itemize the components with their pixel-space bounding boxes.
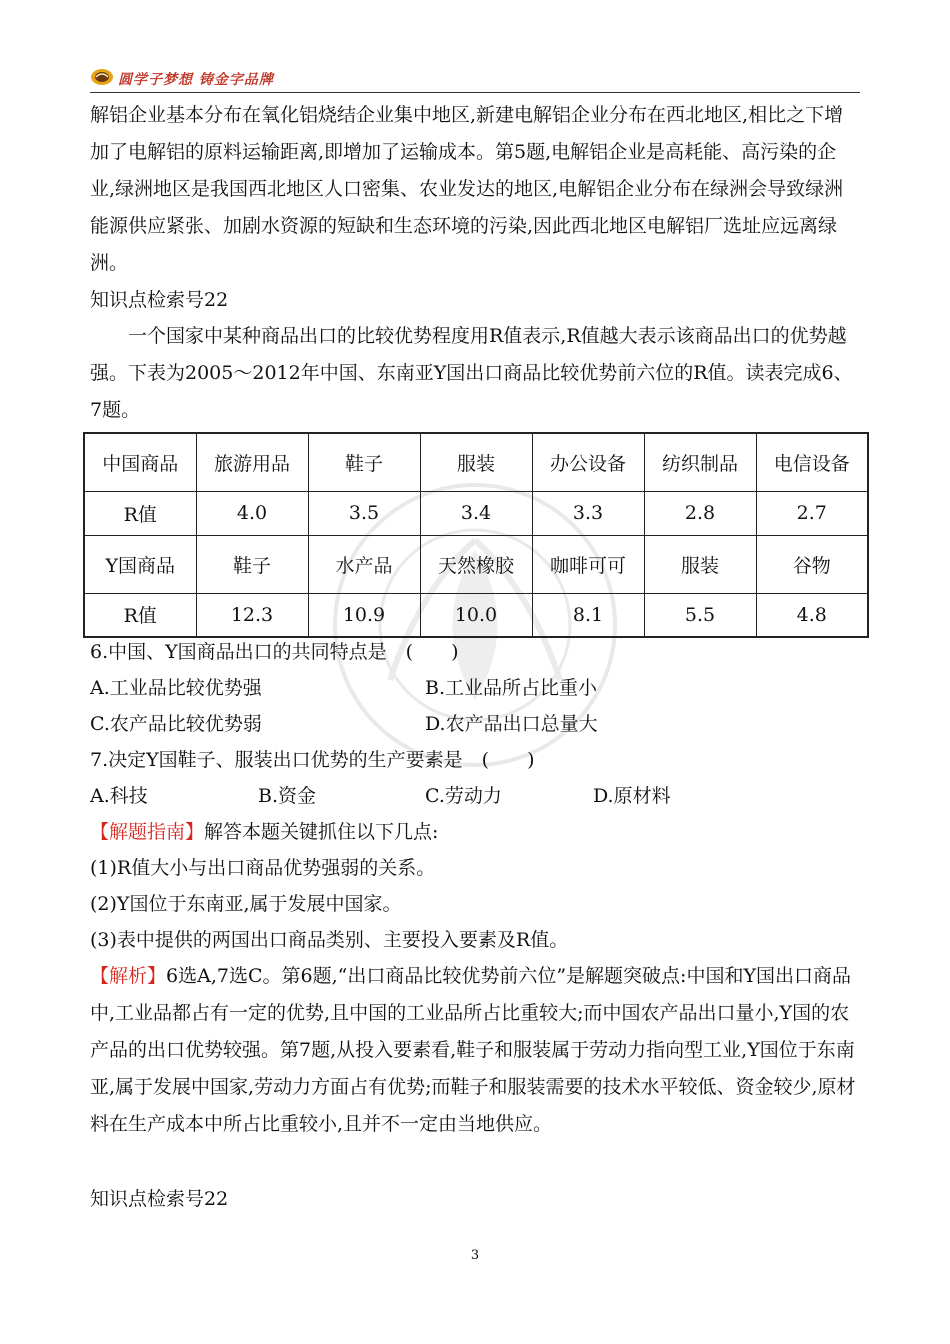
table-cell: 4.0 xyxy=(196,491,308,535)
table-cell: 10.0 xyxy=(420,593,532,637)
table-row xyxy=(84,491,868,535)
guide-point-1: (1)R值大小与出口商品优势强弱的关系。 xyxy=(90,857,436,879)
table-cell: 电信设备 xyxy=(756,433,868,491)
question-intro: 一个国家中某种商品出口的比较优势程度用R值表示,R值越大表示该商品出口的优势越强。下表为2005～2012年中国、东南亚Y国出口商品比较优势前六位的R值。读表完成6、7题。 xyxy=(90,325,853,421)
table-cell: R值 xyxy=(84,491,196,535)
table-row xyxy=(84,593,868,637)
question-7-option-d[interactable]: D.原材料 xyxy=(593,785,671,807)
page-number: 3 xyxy=(470,1248,480,1263)
solution-guide-text: 解答本题关键抓住以下几点: xyxy=(204,821,439,843)
analysis-label: 【解析】 xyxy=(90,965,167,987)
brand-logo-icon xyxy=(90,68,114,86)
knowledge-point-index: 知识点检索号22 xyxy=(90,289,229,311)
table-cell: 鞋子 xyxy=(196,535,308,593)
solution-guide-label: 【解题指南】 xyxy=(90,821,205,843)
table-cell: 旅游用品 xyxy=(196,433,308,491)
table-cell: 3.3 xyxy=(532,491,644,535)
guide-point-2: (2)Y国位于东南亚,属于发展中国家。 xyxy=(90,893,402,915)
table-cell: 12.3 xyxy=(196,593,308,637)
question-7-stem: 7.决定Y国鞋子、服装出口优势的生产要素是 ( ) xyxy=(90,749,535,771)
page-header xyxy=(90,68,860,90)
table-cell: 3.5 xyxy=(308,491,420,535)
question-6-option-a[interactable]: A.工业品比较优势强 xyxy=(90,677,262,699)
table-cell: 服装 xyxy=(420,433,532,491)
question-6-stem: 6.中国、Y国商品出口的共同特点是 ( ) xyxy=(90,641,459,663)
knowledge-point-index-2: 知识点检索号22 xyxy=(90,1188,229,1210)
analysis-paragraph xyxy=(90,958,860,1143)
table-row xyxy=(84,433,868,491)
table-cell: 4.8 xyxy=(756,593,868,637)
table-cell: 鞋子 xyxy=(308,433,420,491)
table-cell: R值 xyxy=(84,593,196,637)
table-cell: 咖啡可可 xyxy=(532,535,644,593)
header-divider xyxy=(90,92,860,93)
table-cell: 中国商品 xyxy=(84,433,196,491)
table-cell: 谷物 xyxy=(756,535,868,593)
table-cell: 纺织制品 xyxy=(644,433,756,491)
brand-slogan: 圆学子梦想 铸金字品牌 xyxy=(118,72,274,88)
table-cell: 天然橡胶 xyxy=(420,535,532,593)
table-cell: 水产品 xyxy=(308,535,420,593)
table-cell: 5.5 xyxy=(644,593,756,637)
question-7-option-a[interactable]: A.科技 xyxy=(90,785,148,807)
question-6-option-b[interactable]: B.工业品所占比重小 xyxy=(425,677,598,699)
table-cell: Y国商品 xyxy=(84,535,196,593)
table-row xyxy=(84,535,868,593)
export-comparison-table xyxy=(83,432,869,638)
table-cell: 2.8 xyxy=(644,491,756,535)
table-cell: 8.1 xyxy=(532,593,644,637)
solution-guide xyxy=(90,817,438,847)
question-7-option-b[interactable]: B.资金 xyxy=(258,785,317,807)
analysis-text: 6选A,7选C。第6题,“出口商品比较优势前六位”是解题突破点:中国和Y国出口商品中,工业品都占有一定的优势,且中国的工业品所占比重较大;而中国农产品出口量小,Y国的农产品的出口优势较强。第7题,从投入要素看,鞋子和服装属于劳动力指向型工业,Y国位于东南亚,属于发展中国家,劳动力方面占有优势;而鞋子和服装需要的技术水平较低、资金较少,原材料在生产成本中所占比重较小,且并不一定由当地供应。 xyxy=(90,965,856,1135)
table-cell: 3.4 xyxy=(420,491,532,535)
table-cell: 办公设备 xyxy=(532,433,644,491)
table-cell: 2.7 xyxy=(756,491,868,535)
question-7-option-c[interactable]: C.劳动力 xyxy=(425,785,502,807)
explanation-paragraph: 解铝企业基本分布在氧化铝烧结企业集中地区,新建电解铝企业分布在西北地区,相比之下增加了电解铝的原料运输距离,即增加了运输成本。第5题,电解铝企业是高耗能、高污染的企业,绿洲地区是我国西北地区人口密集、农业发达的地区,电解铝企业分布在绿洲会导致绿洲能源供应紧张、加剧水资源的短缺和生态环境的污染,因此西北地区电解铝厂选址应远离绿洲。 xyxy=(90,104,844,274)
question-6-option-c[interactable]: C.农产品比较优势弱 xyxy=(90,713,262,735)
guide-point-3: (3)表中提供的两国出口商品类别、主要投入要素及R值。 xyxy=(90,929,569,951)
question-6-option-d[interactable]: D.农产品出口总量大 xyxy=(425,713,598,735)
table-cell: 服装 xyxy=(644,535,756,593)
table-cell: 10.9 xyxy=(308,593,420,637)
